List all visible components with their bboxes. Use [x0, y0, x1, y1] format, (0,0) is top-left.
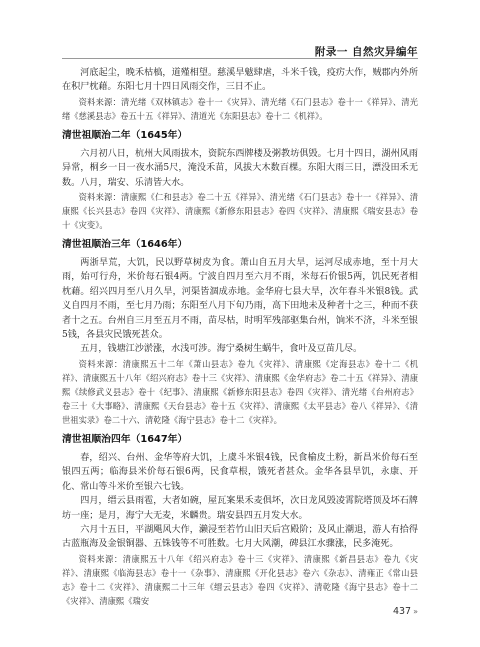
section-paragraph: 五月，钱塘江沙淤涨，水浅可涉。海宁桑树生蜗牛，食叶及豆苗几尽。 [80, 344, 363, 355]
section-paragraph: 六月十五日，平湖飓风大作，濑浸至若竹山旧天后宫殿阶；及风止潮退，游人有拾得古蓝瓶海及金银铜器、五铢钱等不可胜数。七月大风潮，碑县江水骤涨，民多淹死。 [62, 524, 418, 550]
section-source-note: 资料来源：清康熙五十二年《萧山县志》卷九《灾祥》、清康熙《定海县志》卷十二《机祥》、清康熙五十八年《绍兴府志》卷十三《灾祥》、清康熙《金华府志》卷二十五《祥异》、清康熙《续修武义县志》卷十《纪事》、清康熙《新修东阳县志》卷四《灾祥》、清光绪《台州府志》卷三十《大事略》、清康熙《天台县志》卷十五《灾祥》、清康熙《太平县志》卷八《祥异》、《清世祖实录》卷二十六、清乾隆《海宁县志》卷十二《灾祥》。 [62, 358, 418, 425]
page-arrows-icon: » [413, 607, 418, 616]
page-body [62, 66, 418, 608]
intro-paragraph: 河底起尘，晚禾枯槁，道殣相望。慈溪旱魃肆虐，斗米千钱，疫疠大作，贼郡内外所在积尸枕藉。东阳七月十四日风雨交作，三日不止。 [62, 68, 418, 93]
section-paragraph: 六月初八日，杭州大风雨拔木，资院东西牌楼及粥教坊俱毁。七月十四日，湖州风雨异常，桐乡一日一夜水涌5尺，淹没禾苗，风拔大木数百棵。东阳大雨三日，漂没田禾无数。八月，瑞安、乐清皆大水。 [62, 148, 418, 188]
page-number-value: 437 [392, 606, 412, 617]
section-heading-shunzhi-2: 清世祖顺治二年（1645年） [62, 129, 188, 141]
section-source-note: 资料来源：清康熙五十八年《绍兴府志》卷十三《灾祥》、清康熙《新昌县志》卷九《灾祥》、清康熙《临海县志》卷十一《杂事》、清康熙《开化县志》卷六《杂志》、清雍正《常山县志》卷十二《灾祥》、清康熙二十三年《缙云县志》卷四《灾祥》、清乾隆《海宁县志》卷十二《灾祥》、清康熙《瑞安 [62, 553, 418, 606]
section-paragraph: 春，绍兴、台州、金华等府大饥，上虞斗米银4钱，民食榆皮土粉，新昌米价每石至银四五两；临海县米价每石银6两，民食草根，饿死者甚众。金华各县旱饥，永康、开化、常山等斗米价至银六七钱。 [62, 452, 418, 492]
header-rule [62, 58, 418, 59]
section-source-note: 资料来源：清康熙《仁和县志》卷二十五《祥异》、清光绪《石门县志》卷十一《祥异》、清康熙《长兴县志》卷四《灾祥》、清康熙《新修东阳县志》卷四《灾祥》、清康熙《瑞安县志》卷十《灾变》。 [62, 192, 418, 231]
section-heading-shunzhi-3: 清世祖顺治三年（1646年） [62, 239, 188, 251]
section-paragraph: 两浙旱荒，大饥，民以野草树皮为食。萧山自五月大旱，运河尽成赤地，至十月大雨，始可行舟，米价每石银4两。宁波自四月至六月不雨，米每石价银5两，饥民死者相枕藉。绍兴四月至八月久旱，河渠皆涸成赤地。金华府七县大旱，次年春斗米银8钱。武义自四月不雨，至七月乃雨；东阳至八月下旬乃雨，高下田地未及种者十之三，种而不获者十之五。台州自三月至五月不雨，苗尽枯，时明军残部驱集台州，饷米不济，斗米至银5钱，各县灾民饿死甚众。 [62, 258, 418, 341]
section-paragraph: 四月，缙云县雨雹，大者如碗，屋瓦案果禾麦俱坏，次日龙风毁凌霄院塔顶及坏石牌坊一座；是月，海宁大无麦，米麟贵。瑞安县四五月发大水。 [62, 496, 418, 521]
intro-source-note: 资料来源：清光绪《双林镇志》卷十一《灾异》、清光绪《石门县志》卷十一《祥异》、清光绪《慈溪县志》卷五十五《祥异》、清道光《东阳县志》卷十二《机祥》。 [62, 96, 418, 121]
running-head: 附录一 自然灾异编年 [314, 46, 418, 58]
section-heading-shunzhi-4: 清世祖顺治四年（1647年） [62, 433, 188, 445]
page-number [393, 606, 418, 617]
